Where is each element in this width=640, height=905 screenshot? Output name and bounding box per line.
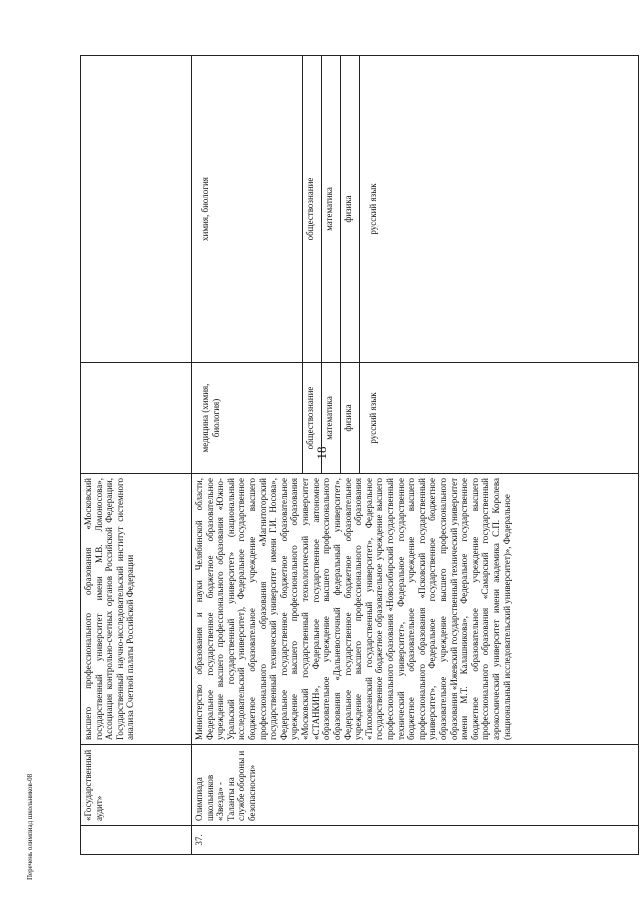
row-number-cell <box>192 826 639 855</box>
profile-cell <box>81 363 192 474</box>
subjects-cell <box>360 56 639 363</box>
olympiad-name: Олимпиада школьников «Звезда» - Таланты на службе обороны и безопасности» <box>194 750 258 821</box>
rotated-table-frame <box>80 55 606 855</box>
profile-cell: математика <box>322 363 341 474</box>
profile-russian: русский язык <box>368 392 378 444</box>
olympiad-name-cell <box>192 745 639 826</box>
organizers-cell <box>192 474 639 745</box>
row-number-cell <box>81 826 192 855</box>
profile-cell: физика <box>341 363 360 474</box>
subjects-cell: обществознание <box>303 56 322 363</box>
olympiad-name-cell: «Государственный аудит» <box>81 745 192 826</box>
profile-cell <box>192 363 303 474</box>
page-number: 18 <box>314 446 329 460</box>
profile-cell <box>360 363 639 474</box>
profile-medicine: медицина (химия, биология) <box>200 383 221 453</box>
row-number: 37. <box>194 834 204 846</box>
subjects-cell <box>81 56 192 363</box>
subjects-cell: физика <box>341 56 360 363</box>
footer-caption: Перечень олимпиад школьников-08 <box>26 773 34 880</box>
organizers-text: Министерство образования и науки Челябинской области, Федеральное государственное бюджетное образовательное учреждение высшего профессионального образования «Южно-Уральский государственный университет» (национальный исследовательский университет), Федеральное государственное бюджетное образовательное учреждение высшего профессионального образования «Магнитогорский государственный технический университет имени Г.И. Носова», Федеральное государственное бюджетное образовательное учреждение высшего профессионального образования «Московский государственный технологический университет «СТАНКИН», Федеральное государственное автономное образовательное учреждение высшего профессионального образования «Дальневосточный федеральный университет», Федеральное государственное бюджетное образовательное учреждение высшего профессионального образования «Тихоокеанский государственный университет», Федеральное государственное бюджетное образовательное учреждение высшего профессионального образования «Новосибирский государственный технический университет», Федеральное государственное бюджетное образовательное учреждение высшего профессионального образования «Псковский государственный университет», Федеральное государственное бюджетное образовательное учреждение высшего профессионального образования «Ижевский государственный технический университет имени М.Т. Калашникова», Федеральное государственное бюджетное образовательное учреждение высшего профессионального образования «Самарский государственный аэрокосмический университет имени академика С.П. Королева (национальный исследовательский университет)», Федеральное <box>194 478 512 740</box>
olympiad-table <box>80 55 639 855</box>
subjects-cell: математика <box>322 56 341 363</box>
subjects-russian: русский язык <box>368 183 378 235</box>
table-row <box>81 56 192 855</box>
subjects-cell <box>192 56 303 363</box>
profile-cell: обществознание <box>303 363 322 474</box>
organizers-cell: высшего профессионального образования «Московский государственный университет имени М.В. Ломоносова», Ассоциация контрольно-счетных органов Российской Федерации, Государственный научно-исследовательский институт системного анализа Счетной палаты Российской Федерации <box>81 474 192 745</box>
subjects-chem-bio: химия, биология <box>200 177 210 241</box>
table-row <box>192 56 303 855</box>
